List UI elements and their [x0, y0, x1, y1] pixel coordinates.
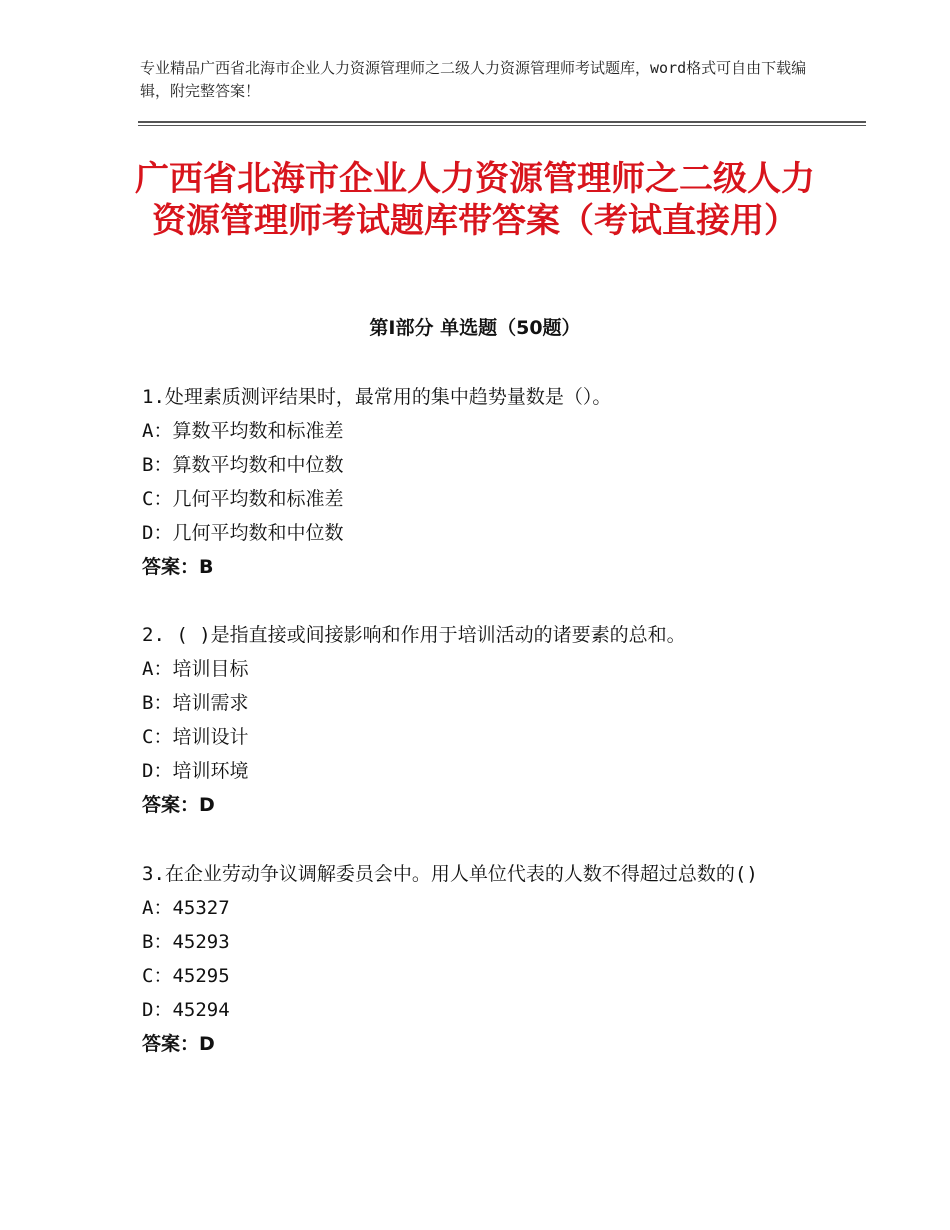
- answer: 答案：B: [142, 556, 214, 578]
- header-divider-thick: [138, 121, 866, 123]
- header-note: 专业精品广西省北海市企业人力资源管理师之二级人力资源管理师考试题库，word格式可自由下载编辑，附完整答案！: [140, 59, 807, 100]
- question-2: [142, 618, 822, 822]
- option-d: D：几何平均数和中位数: [142, 522, 344, 544]
- option-b: B：培训需求: [142, 692, 249, 714]
- option-c: C：培训设计: [142, 726, 249, 748]
- header-divider-thin: [138, 125, 866, 126]
- option-a: A：算数平均数和标准差: [142, 420, 344, 442]
- question-1: [142, 380, 822, 584]
- option-a: A：45327: [142, 897, 230, 919]
- document-title: 广西省北海市企业人力资源管理师之二级人力资源管理师考试题库带答案（考试直接用）: [135, 159, 815, 241]
- question-3: [142, 857, 802, 1061]
- option-d: D：45294: [142, 999, 230, 1021]
- option-a: A：培训目标: [142, 658, 249, 680]
- option-c: C：几何平均数和标准差: [142, 488, 344, 510]
- answer: 答案：D: [142, 794, 215, 816]
- option-b: B：45293: [142, 931, 230, 953]
- section-heading: 第Ⅰ部分 单选题（50题）: [369, 317, 581, 339]
- question-stem: 2. ( )是指直接或间接影响和作用于培训活动的诸要素的总和。: [142, 624, 686, 646]
- option-c: C：45295: [142, 965, 230, 987]
- option-b: B：算数平均数和中位数: [142, 454, 344, 476]
- question-stem: 1.处理素质测评结果时，最常用的集中趋势量数是（）。: [142, 386, 612, 408]
- answer: 答案：D: [142, 1033, 215, 1055]
- option-d: D：培训环境: [142, 760, 249, 782]
- question-stem: 3.在企业劳动争议调解委员会中。用人单位代表的人数不得超过总数的(): [142, 863, 758, 885]
